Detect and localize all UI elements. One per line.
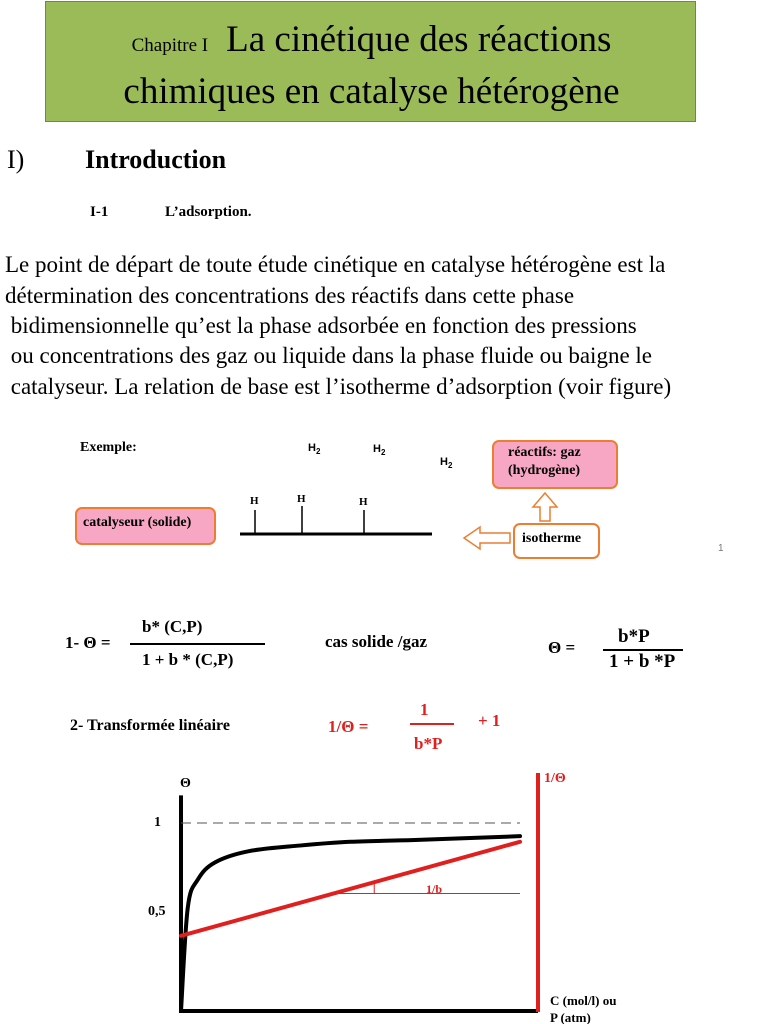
equation2-lhs: 1/Θ = bbox=[328, 717, 369, 736]
isotherm-chart bbox=[130, 765, 650, 1024]
title-line-1 bbox=[46, 18, 697, 61]
fraction-bar bbox=[130, 643, 265, 645]
slope-label: 1/b bbox=[426, 882, 443, 896]
equation2-label: 2- Transformée linéaire bbox=[70, 717, 230, 734]
theta-equals: Θ = bbox=[548, 638, 576, 657]
chapter-title-box bbox=[45, 1, 696, 122]
section-number: I) bbox=[7, 145, 25, 174]
fraction-bar bbox=[410, 723, 454, 725]
subsection-number: I-1 bbox=[90, 204, 109, 220]
example-label: Exemple: bbox=[80, 440, 137, 455]
case-label: cas solide /gaz bbox=[325, 632, 427, 651]
x-axis-label-2: P (atm) bbox=[550, 1010, 591, 1024]
section-title: Introduction bbox=[85, 145, 227, 174]
equation1-numerator: b* (C,P) bbox=[142, 617, 203, 636]
isotherm-label: isotherme bbox=[522, 531, 582, 546]
reactants-pill bbox=[492, 440, 618, 489]
equation2-suffix: + 1 bbox=[478, 711, 501, 730]
paragraph-line: bidimensionnelle qu’est la phase adsorbée en fonction des pressions bbox=[5, 313, 637, 338]
left-arrow-icon bbox=[464, 527, 510, 549]
h2-label: $H_2$ bbox=[308, 442, 321, 457]
h2-label: $H_2$ bbox=[440, 456, 453, 471]
h-atom-label: H bbox=[250, 495, 259, 507]
equation2-denominator: b*P bbox=[414, 734, 443, 753]
x-axis-label-1: C (mol/l) ou bbox=[550, 993, 617, 1008]
h-atom-label: H bbox=[359, 496, 368, 508]
plot-area bbox=[179, 773, 538, 1012]
y-axis-label-right: 1/Θ bbox=[544, 771, 566, 786]
catalyst-label: catalyseur (solide) bbox=[83, 515, 192, 530]
chapter-label: Chapitre I bbox=[131, 35, 209, 56]
paragraph-line: Le point de départ de toute étude cinétique en catalyse hétérogène est la bbox=[5, 252, 666, 277]
equation1-denominator: 1 + b * (C,P) bbox=[142, 650, 234, 669]
paragraph-line: catalyseur. La relation de base est l’isotherme d’adsorption (voir figure) bbox=[5, 374, 672, 399]
h2-label: $H_2$ bbox=[373, 443, 386, 458]
h-atom-label: H bbox=[297, 493, 306, 505]
title-text-1: La cinétique des réactions bbox=[226, 19, 612, 60]
reactants-label-1: réactifs: gaz bbox=[508, 445, 581, 460]
slide-number: 1 bbox=[718, 543, 724, 554]
diagram-arrows bbox=[460, 490, 580, 555]
catalyst-pill bbox=[75, 507, 216, 545]
equation2-numerator: 1 bbox=[420, 700, 429, 719]
reactants-label-2: (hydrogène) bbox=[508, 463, 581, 478]
paragraph-line: détermination des concentrations des réactifs dans cette phase bbox=[5, 283, 575, 308]
equation1-prefix: 1- Θ = bbox=[65, 633, 111, 652]
equation1b-denominator: 1 + b *P bbox=[609, 651, 676, 672]
title-line-2: chimiques en catalyse hétérogène bbox=[123, 71, 620, 112]
equation1b-numerator: b*P bbox=[618, 626, 650, 647]
y-tick-label: 1 bbox=[154, 815, 161, 830]
y-axis-label-left: Θ bbox=[180, 776, 191, 791]
up-arrow-icon bbox=[533, 493, 557, 521]
subsection-title: L’adsorption. bbox=[165, 204, 252, 220]
y-tick-label: 0,5 bbox=[148, 904, 166, 919]
catalyst-surface-diagram bbox=[230, 488, 440, 543]
paragraph-line: ou concentrations des gaz ou liquide dans la phase fluide ou baigne le bbox=[5, 343, 652, 368]
